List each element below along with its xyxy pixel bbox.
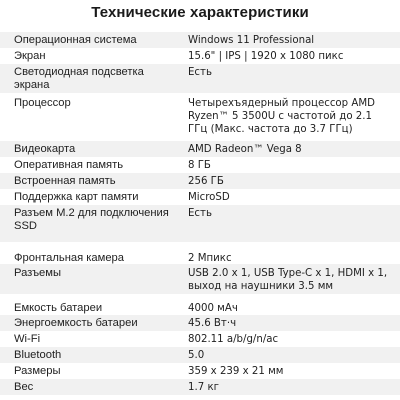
- spec-value: 256 ГБ: [188, 176, 224, 187]
- spec-label: Разъем M.2 для подключения SSD: [14, 207, 169, 232]
- spec-row-camera: [0, 248, 400, 264]
- spec-label: Емкость батареи: [14, 302, 103, 314]
- spec-value: 2 Мпикс: [188, 253, 232, 264]
- spec-row-card-reader: [0, 189, 400, 205]
- spec-label: Операционная система: [14, 34, 137, 46]
- spec-value: Есть: [188, 67, 212, 78]
- spec-row-weight: [0, 379, 400, 395]
- spec-label: Wi-Fi: [14, 333, 41, 345]
- spec-label: Экран: [14, 50, 46, 62]
- spec-label: Фронтальная камера: [14, 252, 124, 264]
- spec-value: Windows 11 Professional: [188, 35, 315, 46]
- spec-value: MicroSD: [188, 192, 230, 203]
- page-title: Технические характеристики: [91, 4, 309, 21]
- spec-value: 802.11 a/b/g/n/ac: [188, 334, 279, 345]
- spec-label: Энергоемкость батареи: [14, 317, 138, 329]
- spec-row-battery-energy: [0, 315, 400, 331]
- spec-label: Видеокарта: [14, 143, 76, 155]
- spec-row-battery-capacity: [0, 299, 400, 315]
- spec-row-ports: [0, 264, 400, 294]
- spec-label: Поддержка карт памяти: [14, 191, 139, 203]
- spec-label: Встроенная память: [14, 175, 116, 187]
- spec-value: 8 ГБ: [188, 160, 211, 171]
- spec-label: Разъемы: [14, 267, 62, 279]
- spec-row-gpu: [0, 141, 400, 157]
- spec-row-bluetooth: [0, 347, 400, 363]
- spec-value: 359 x 239 x 21 мм: [188, 366, 284, 377]
- spec-value: Есть: [188, 208, 212, 219]
- spec-value: 15.6" | IPS | 1920 x 1080 пикс: [188, 51, 344, 62]
- spec-label: Размеры: [14, 365, 61, 377]
- spec-row-os: [0, 32, 400, 48]
- spec-row-wifi: [0, 331, 400, 347]
- spec-value: 45.6 Вт·ч: [188, 318, 237, 329]
- spec-row-m2: [0, 205, 400, 242]
- spec-value: AMD Radeon™ Vega 8: [188, 144, 302, 155]
- spec-value: 5.0: [188, 350, 205, 361]
- spec-label: Оперативная память: [14, 159, 124, 171]
- spec-label: Процессор: [14, 97, 71, 109]
- spec-value: Четырехъядерный процессор AMD Ryzen™ 5 3500U с частотой до 2.1 ГГц (Макс. частота до 3.7 ГГц): [188, 98, 375, 135]
- spec-label: Вес: [14, 381, 34, 393]
- spec-value: 1.7 кг: [188, 382, 219, 393]
- spec-label: Bluetooth: [14, 349, 62, 361]
- spec-value: USB 2.0 x 1, USB Type-C x 1, HDMI x 1, выход на наушники 3.5 мм: [188, 268, 388, 292]
- spec-row-cpu: [0, 93, 400, 139]
- spec-row-dimensions: [0, 363, 400, 379]
- spec-row-backlight: [0, 64, 400, 93]
- spec-row-screen: [0, 48, 400, 64]
- spec-value: 4000 мАч: [188, 303, 238, 314]
- spec-label: Светодиодная подсветка экрана: [14, 66, 144, 91]
- spec-row-storage: [0, 173, 400, 189]
- spec-row-ram: [0, 157, 400, 173]
